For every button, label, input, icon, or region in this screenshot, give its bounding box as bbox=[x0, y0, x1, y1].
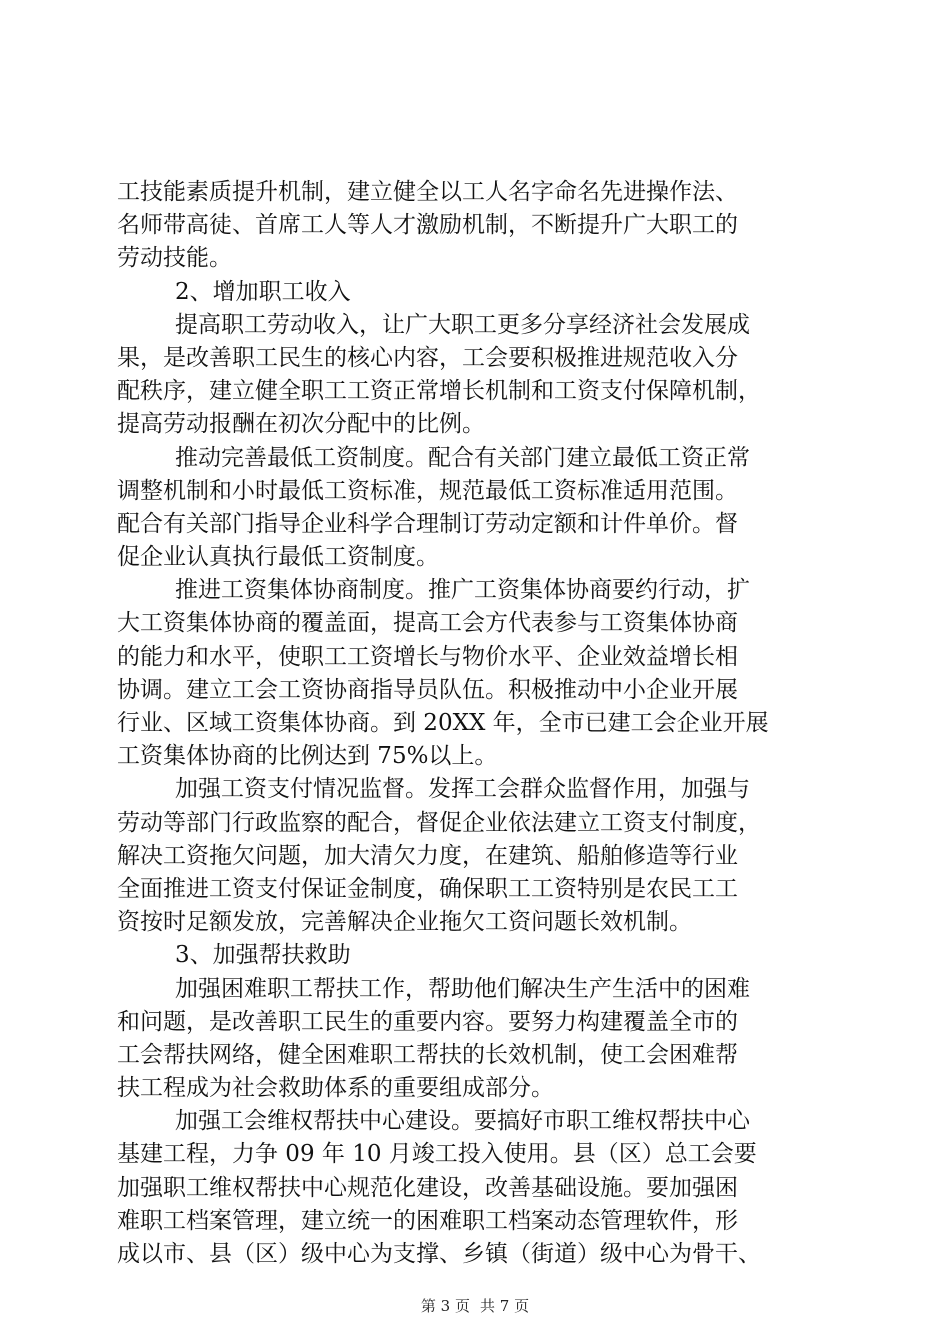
text-line: 配合有关部门指导企业科学合理制订劳动定额和计件单价。督 bbox=[117, 510, 738, 537]
text-line: 劳动技能。 bbox=[117, 245, 232, 272]
text-line: 成以市、县（区）级中心为支撑、乡镇（街道）级中心为骨干、 bbox=[117, 1241, 761, 1267]
paragraph bbox=[117, 773, 837, 939]
text-line: 名师带高徒、首席工人等人才激励机制，不断提升广大职工的 bbox=[117, 212, 738, 239]
section-heading bbox=[117, 939, 837, 972]
text-line: 推动完善最低工资制度。配合有关部门建立最低工资正常 bbox=[175, 444, 750, 471]
paragraph bbox=[117, 309, 837, 442]
text-line: 劳动等部门行政监察的配合，督促企业依法建立工资支付制度， bbox=[117, 809, 761, 836]
text-line: 果，是改善职工民生的核心内容，工会要积极推进规范收入分 bbox=[117, 344, 738, 371]
text-line: 和问题，是改善职工民生的重要内容。要努力构建覆盖全市的 bbox=[117, 1008, 738, 1035]
text-line: 行业、区域工资集体协商。到 20XX 年，全市已建工会企业开展 bbox=[117, 710, 769, 736]
text-line: 难职工档案管理，建立统一的困难职工档案动态管理软件，形 bbox=[117, 1207, 738, 1234]
text-line: 推进工资集体协商制度。推广工资集体协商要约行动，扩 bbox=[175, 577, 750, 604]
text-line: 资按时足额发放，完善解决企业拖欠工资问题长效机制。 bbox=[117, 909, 692, 936]
text-line: 加强职工维权帮扶中心规范化建设，改善基础设施。要加强困 bbox=[117, 1174, 738, 1201]
heading-text: 2、增加职工收入 bbox=[175, 278, 351, 305]
text-line: 加强工会维权帮扶中心建设。要搞好市职工维权帮扶中心 bbox=[175, 1108, 750, 1135]
page-footer bbox=[0, 1296, 950, 1316]
text-line: 工会帮扶网络，健全困难职工帮扶的长效机制，使工会困难帮 bbox=[117, 1041, 738, 1068]
page-total: 共 7 页 bbox=[480, 1297, 530, 1315]
text-line: 协调。建立工会工资协商指导员队伍。积极推动中小企业开展 bbox=[117, 676, 738, 703]
text-line: 解决工资拖欠问题，加大清欠力度，在建筑、船舶修造等行业 bbox=[117, 842, 738, 869]
text-line: 全面推进工资支付保证金制度，确保职工工资特别是农民工工 bbox=[117, 875, 738, 902]
text-line: 工技能素质提升机制，建立健全以工人名字命名先进操作法、 bbox=[117, 179, 738, 205]
document-body bbox=[117, 176, 837, 1271]
text-line: 调整机制和小时最低工资标准，规范最低工资标准适用范围。 bbox=[117, 477, 738, 504]
page-number: 第 3 页 bbox=[420, 1297, 470, 1315]
paragraph-continued bbox=[117, 176, 837, 276]
paragraph bbox=[117, 973, 837, 1106]
section-heading bbox=[117, 276, 837, 309]
text-line: 提高职工劳动收入，让广大职工更多分享经济社会发展成 bbox=[175, 311, 750, 338]
heading-text: 3、加强帮扶救助 bbox=[175, 942, 351, 969]
text-line: 基建工程，力争 09 年 10 月竣工投入使用。县（区）总工会要 bbox=[117, 1141, 757, 1168]
text-line: 配秩序，建立健全职工工资正常增长机制和工资支付保障机制， bbox=[117, 378, 761, 405]
text-line: 提高劳动报酬在初次分配中的比例。 bbox=[117, 411, 485, 438]
paragraph bbox=[117, 574, 837, 773]
text-line: 工资集体协商的比例达到 75%以上。 bbox=[117, 743, 498, 770]
text-line: 扶工程成为社会救助体系的重要组成部分。 bbox=[117, 1075, 554, 1102]
text-line: 的能力和水平，使职工工资增长与物价水平、企业效益增长相 bbox=[117, 643, 738, 670]
text-line: 大工资集体协商的覆盖面，提高工会方代表参与工资集体协商 bbox=[117, 610, 738, 637]
paragraph bbox=[117, 442, 837, 575]
text-line: 促企业认真执行最低工资制度。 bbox=[117, 544, 439, 571]
text-line: 加强工资支付情况监督。发挥工会群众监督作用，加强与 bbox=[175, 776, 750, 803]
paragraph bbox=[117, 1105, 837, 1271]
text-line: 加强困难职工帮扶工作，帮助他们解决生产生活中的困难 bbox=[175, 975, 750, 1002]
